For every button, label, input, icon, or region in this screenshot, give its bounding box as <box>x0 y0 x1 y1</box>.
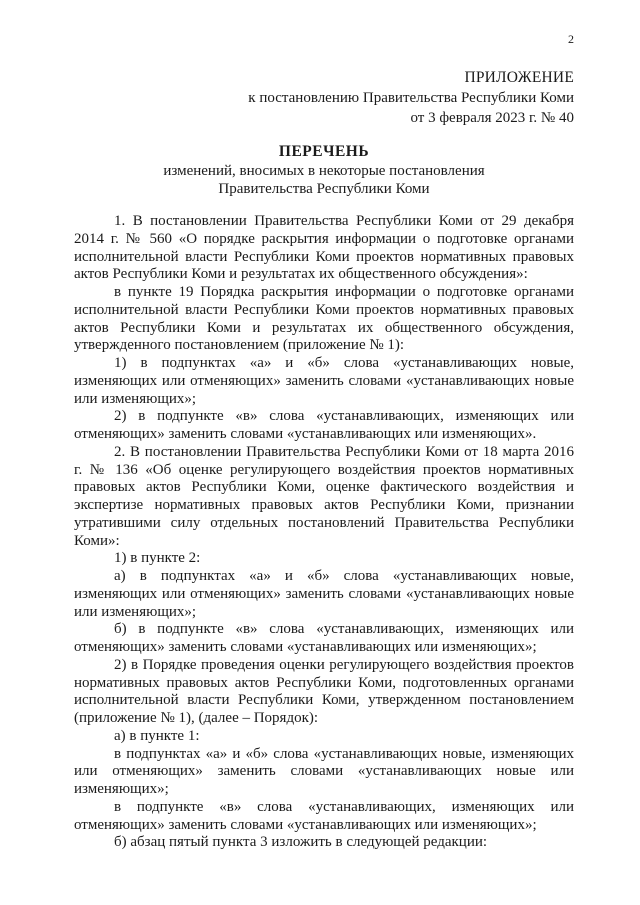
appendix-title: ПРИЛОЖЕНИЕ <box>464 69 574 86</box>
paragraph: 1) в пункте 2: <box>114 550 201 567</box>
paragraph: б) абзац пятый пункта 3 изложить в следующей редакции: <box>114 834 488 851</box>
paragraph: 1. В постановлении Правительства Республики Коми от 29 декабря 2014 г. № 560 «О порядке раскрытия информации о подготовке органами исполнительной власти Республики Коми проектов нормативных правовых актов Республики Коми и результатах их общественного обсуждения»: <box>74 213 574 283</box>
paragraph: 2) в Порядке проведения оценки регулирующего воздействия проектов нормативных правовых актов Республики Коми, подготовленных органами исполнительной власти Республики Коми, утвержденном постановлением (приложение № 1), (далее – Порядок): <box>74 656 574 726</box>
document-subtitle-line-2: Правительства Республики Коми <box>218 181 430 197</box>
document-subtitle-line-1: изменений, вносимых в некоторые постановления <box>163 163 485 179</box>
appendix-header <box>248 68 574 128</box>
paragraph: б) в подпункте «в» слова «устанавливающих, изменяющих или отменяющих» заменить словами «устанавливающих или изменяющих»; <box>74 621 574 655</box>
paragraph: в пункте 19 Порядка раскрытия информации о подготовке органами исполнительной власти Республики Коми проектов нормативных правовых актов Республики Коми и результатах их общественного обсуждения, утвержденного постановлением (приложение № 1): <box>74 284 574 354</box>
paragraph: а) в пункте 1: <box>114 727 200 744</box>
appendix-date: от 3 февраля 2023 г. № 40 <box>410 110 574 126</box>
paragraph: а) в подпунктах «а» и «б» слова «устанавливающих новые, изменяющих или отменяющих» заменить словами «устанавливающих новые или изменяющих»; <box>74 568 574 620</box>
page-number: 2 <box>568 32 574 46</box>
paragraph: в подпункте «в» слова «устанавливающих, изменяющих или отменяющих» заменить словами «устанавливающих или изменяющих»; <box>74 798 574 833</box>
appendix-reference: к постановлению Правительства Республики Коми <box>248 90 574 106</box>
paragraph: в подпунктах «а» и «б» слова «устанавливающих новые, изменяющих или отменяющих» заменить словами «устанавливающих новые или изменяющих»; <box>74 745 574 797</box>
paragraph: 1) в подпунктах «а» и «б» слова «устанавливающих новые, изменяющих или отменяющих» заменить словами «устанавливающих новые или изменяющих»; <box>74 355 574 407</box>
paragraph: 2) в подпункте «в» слова «устанавливающих, изменяющих или отменяющих» заменить словами «устанавливающих или изменяющих». <box>74 408 574 442</box>
document-body <box>74 213 574 852</box>
paragraph: 2. В постановлении Правительства Республики Коми от 18 марта 2016 г. № 136 «Об оценке регулирующего воздействия проектов нормативных правовых актов Республики Коми, оценке фактического воздействия и экспертизе нормативных правовых актов Республики Коми, признании утратившими силу отдельных постановлений Правительства Республики Коми»: <box>74 443 574 549</box>
document-title: ПЕРЕЧЕНЬ <box>278 143 370 160</box>
document-title-block <box>74 143 574 198</box>
